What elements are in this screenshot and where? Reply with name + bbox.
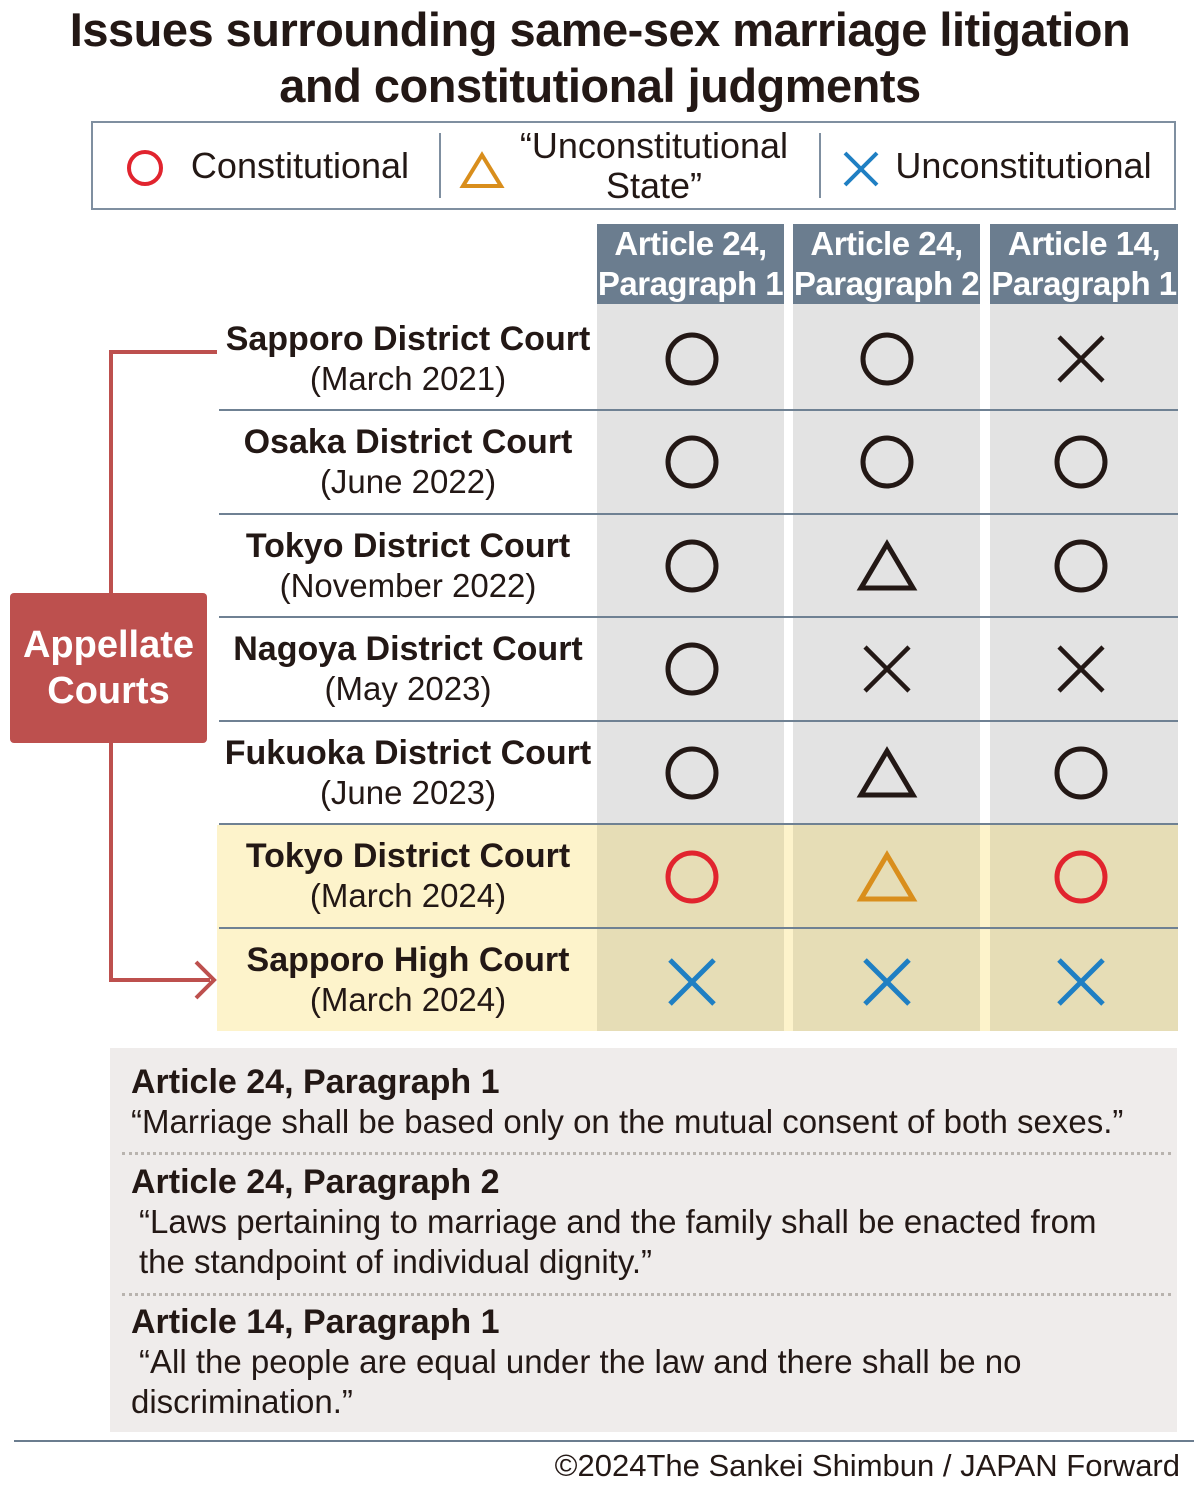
legend-unconstitutional-state [439, 123, 819, 208]
circle-icon [660, 845, 724, 909]
note-text: discrimination.” [131, 1383, 353, 1420]
legend-constitutional [93, 123, 439, 208]
page-title [0, 0, 1200, 114]
circle-icon [660, 741, 724, 805]
court-row-6 [219, 825, 597, 927]
cross-icon [660, 950, 724, 1014]
court-row-1 [219, 308, 597, 410]
circle-icon [123, 144, 167, 188]
circle-icon [1049, 430, 1113, 494]
legend-unconstitutional [819, 123, 1174, 208]
triangle-icon [855, 741, 919, 805]
note-text: the standpoint of individual dignity.” [139, 1243, 653, 1280]
note-divider [122, 1152, 1171, 1155]
cross-icon [1049, 950, 1113, 1014]
court-name: Tokyo District Court [245, 527, 571, 565]
court-date: (March 2021) [309, 360, 507, 397]
legend-label: Unconstitutional [895, 144, 1152, 186]
legend-label: “Unconstitutional State” [519, 124, 789, 206]
circle-icon [660, 637, 724, 701]
circle-icon [660, 327, 724, 391]
column-header-line: Article 24, [810, 225, 963, 262]
circle-icon [855, 430, 919, 494]
triangle-icon [855, 845, 919, 909]
article-notes [110, 1048, 1177, 1432]
note-art24-p2 [131, 1162, 1169, 1282]
title-line-1: Issues surrounding same-sex marriage litigation [69, 3, 1131, 56]
footer-divider [14, 1440, 1194, 1442]
appellate-line: Appellate [22, 624, 195, 666]
circle-icon [660, 534, 724, 598]
court-row-7 [219, 929, 597, 1031]
cross-icon [855, 950, 919, 1014]
note-text: “Laws pertaining to marriage and the family shall be enacted from [139, 1203, 1097, 1240]
note-text: “Marriage shall be based only on the mutual consent of both sexes.” [131, 1103, 1124, 1140]
court-date: (March 2024) [309, 877, 507, 914]
cross-icon [855, 637, 919, 701]
column-header-art24-p1 [597, 224, 784, 304]
column-header-line: Article 24, [614, 225, 767, 262]
court-date: (November 2022) [279, 567, 537, 604]
cross-icon [1049, 637, 1113, 701]
column-header-art24-p2 [793, 224, 980, 304]
column-header-line: Paragraph 1 [991, 265, 1177, 302]
column-header-art14-p1 [990, 224, 1178, 304]
court-row-4 [219, 618, 597, 720]
triangle-icon [855, 534, 919, 598]
legend [91, 121, 1176, 210]
court-name: Nagoya District Court [233, 630, 583, 668]
note-text: “All the people are equal under the law and there shall be no [139, 1343, 1022, 1380]
cross-icon [841, 149, 881, 189]
court-date: (June 2022) [319, 463, 497, 500]
court-name: Fukuoka District Court [224, 734, 592, 772]
circle-icon [660, 430, 724, 494]
court-date: (March 2024) [309, 981, 507, 1018]
note-art14-p1 [131, 1302, 1169, 1422]
note-title: Article 24, Paragraph 1 [131, 1063, 500, 1101]
legend-label: Constitutional [190, 144, 410, 186]
copyright-credit: ©2024The Sankei Shimbun / JAPAN Forward [554, 1448, 1180, 1483]
court-name: Osaka District Court [243, 423, 573, 461]
title-line-2: and constitutional judgments [279, 59, 921, 112]
circle-icon [1049, 741, 1113, 805]
column-header-line: Paragraph 2 [793, 265, 980, 302]
appellate-courts-label [10, 593, 207, 743]
circle-icon [855, 327, 919, 391]
court-date: (June 2023) [319, 774, 497, 811]
note-title: Article 14, Paragraph 1 [131, 1303, 500, 1341]
circle-icon [1049, 845, 1113, 909]
court-row-2 [219, 411, 597, 513]
circle-icon [1049, 534, 1113, 598]
court-row-3 [219, 515, 597, 617]
appellate-line: Courts [47, 670, 170, 712]
column-header-line: Article 14, [1007, 225, 1161, 262]
cross-icon [1049, 327, 1113, 391]
court-row-5 [219, 722, 597, 824]
column-header-line: Paragraph 1 [597, 265, 784, 302]
note-art24-p1 [131, 1062, 1169, 1142]
note-divider [122, 1293, 1171, 1296]
triangle-icon [459, 151, 505, 191]
note-title: Article 24, Paragraph 2 [131, 1163, 500, 1201]
court-name: Sapporo High Court [246, 941, 570, 979]
court-date: (May 2023) [324, 670, 492, 707]
court-name: Tokyo District Court [245, 837, 571, 875]
court-name: Sapporo District Court [225, 320, 591, 358]
